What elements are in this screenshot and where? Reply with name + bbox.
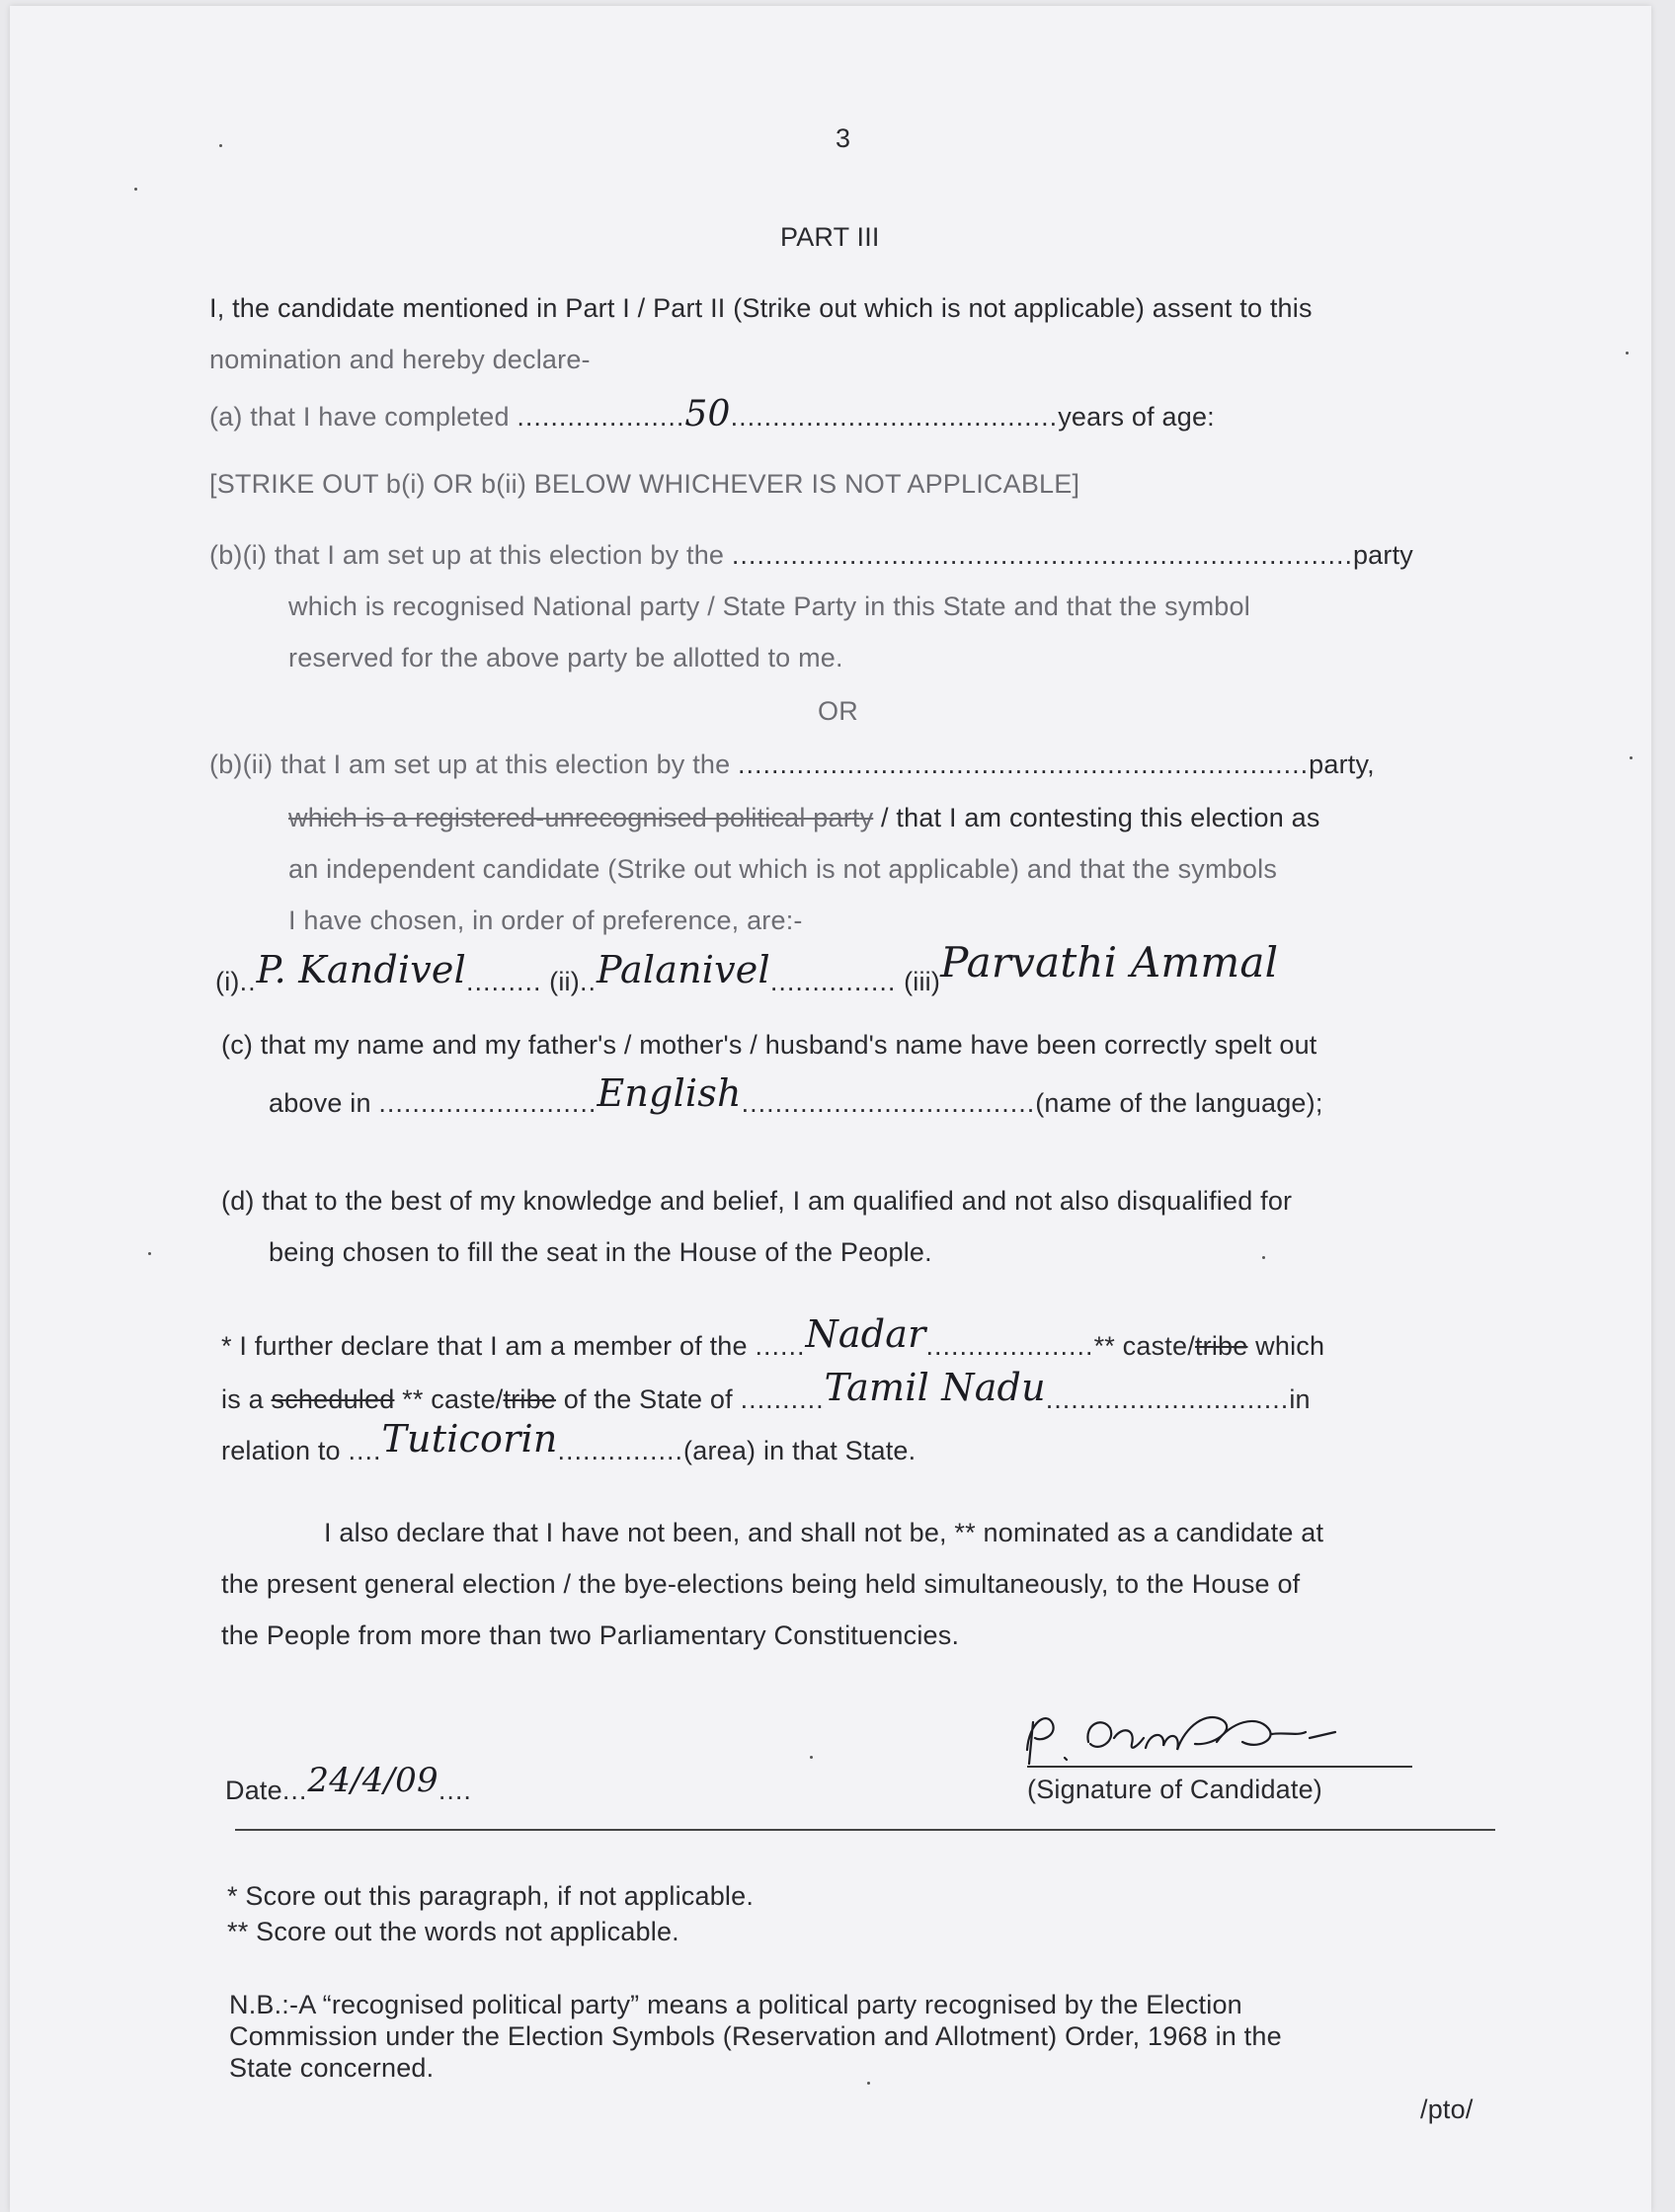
symbol-value-ii: Palanivel (596, 948, 770, 991)
declaration-line-3: the People from more than two Parliamentary Constituencies. (221, 1620, 960, 1650)
part-heading: PART III (780, 222, 880, 252)
language-value: English (597, 1071, 742, 1115)
b-ii-suffix: party, (1309, 750, 1375, 779)
caste-line-2-a: is a (221, 1384, 272, 1414)
scan-speck (134, 188, 137, 191)
b-i-line-3: reserved for the above party be allotted to me. (288, 643, 843, 672)
scan-speck (219, 144, 222, 147)
dotted-leader: ....................................... (730, 402, 1059, 432)
caste-line-3 (221, 1417, 917, 1466)
dotted-leader: ............................. (1045, 1384, 1290, 1414)
caste-line-2 (221, 1366, 1311, 1415)
dotted-leader: .................... (517, 402, 685, 432)
caste-line-2-suffix: in (1289, 1384, 1311, 1414)
caste-line-1-prefix: * I further declare that I am a member of the (221, 1331, 748, 1361)
nb-line-2: Commission under the Election Symbols (Reservation and Allotment) Order, 1968 in the (229, 2021, 1282, 2051)
symbol-value-iii: Parvathi Ammal (940, 938, 1279, 987)
b-i-suffix: party (1352, 540, 1413, 570)
b-i-prefix: (b)(i) that I am set up at this election by the (209, 540, 725, 570)
or-label: OR (818, 696, 858, 726)
caste-value: Nadar (805, 1312, 926, 1356)
symbol-label-i: (i) (215, 967, 240, 996)
c-line-1: (c) that my name and my father's / mother's / husband's name have been correctly spelt out (221, 1030, 1317, 1060)
b-ii-line-4: I have chosen, in order of preference, are:- (288, 906, 803, 935)
date-value: 24/4/09 (307, 1761, 439, 1800)
c-line-2-prefix: above in (269, 1088, 371, 1118)
nb-line-3: State concerned. (229, 2053, 435, 2083)
pto-label: /pto/ (1420, 2094, 1474, 2124)
c-line-2 (269, 1071, 1323, 1119)
c-line-2-suffix: (name of the language); (1035, 1088, 1323, 1118)
age-value: 50 (684, 394, 731, 434)
symbol-value-i: P. Kandivel (256, 948, 466, 991)
dotted-leader: .. (579, 967, 597, 996)
b-ii-line-2-rest: / that I am contesting this election as (873, 803, 1320, 832)
caste-line-3-prefix: relation to (221, 1436, 341, 1465)
symbol-label-ii: (ii) (549, 967, 580, 996)
intro-line-2: nomination and hereby declare- (209, 345, 591, 374)
caste-line-3-suffix: (area) in that State. (683, 1436, 917, 1465)
dotted-leader: ... (281, 1776, 308, 1805)
scan-speck (1262, 1256, 1265, 1259)
scan-speck (1626, 352, 1629, 355)
b-ii-struck-text: which is a registered-unrecognised political party (288, 803, 874, 832)
scan-speck (148, 1252, 151, 1255)
dotted-leader: ............... (769, 967, 897, 996)
caste-line-1-suffix-b: which (1247, 1331, 1325, 1361)
nb-line-1: N.B.:-A “recognised political party” means a political party recognised by the Election (229, 1990, 1242, 2019)
symbol-label-iii: (iii) (904, 967, 941, 996)
b-ii-line-2 (288, 802, 1320, 833)
scan-speck (867, 2082, 870, 2085)
section-divider (235, 1829, 1495, 1831)
signature-label: (Signature of Candidate) (1027, 1775, 1322, 1804)
caste-line-1 (221, 1312, 1325, 1362)
dotted-leader: .... (348, 1436, 382, 1465)
dotted-leader: .... (438, 1776, 472, 1805)
footnote-1: * Score out this paragraph, if not applicable. (227, 1881, 755, 1911)
strike-instruction: [STRIKE OUT b(i) OR b(ii) BELOW WHICHEVER IS NOT APPLICABLE] (209, 469, 1080, 499)
document-page (10, 6, 1651, 2212)
dotted-leader: .. (239, 967, 257, 996)
dotted-leader: .......................... (378, 1088, 598, 1118)
age-clause (209, 394, 1215, 434)
caste-line-1-suffix-a: ** caste/ (1093, 1331, 1195, 1361)
candidate-signature (1019, 1702, 1414, 1772)
footnote-2: ** Score out the words not applicable. (227, 1917, 679, 1946)
page-number: 3 (836, 123, 851, 153)
caste-line-2-c: of the State of (556, 1384, 733, 1414)
caste-line-1-struck: tribe (1194, 1331, 1248, 1361)
dotted-leader: ................................... (741, 1088, 1036, 1118)
declaration-line-1: I also declare that I have not been, and shall not be, ** nominated as a candidate at (324, 1518, 1324, 1547)
scan-speck (1630, 756, 1633, 759)
declaration-line-2: the present general election / the bye-elections being held simultaneously, to the House of (221, 1569, 1301, 1599)
caste-line-2-b: ** caste/ (394, 1384, 504, 1414)
dotted-leader: ...... (755, 1331, 806, 1361)
dotted-leader: ............... (557, 1436, 684, 1465)
b-i-line-1 (209, 539, 1413, 571)
signature-underline (1027, 1766, 1412, 1768)
caste-line-2-struck-1: scheduled (271, 1384, 395, 1414)
dotted-leader: ......... (465, 967, 542, 996)
intro-line-1: I, the candidate mentioned in Part I / Part II (Strike out which is not applicable) assent to this (209, 293, 1313, 323)
symbols-line (215, 938, 1279, 997)
age-clause-prefix: (a) that I have completed (209, 402, 510, 432)
d-line-1: (d) that to the best of my knowledge and belief, I am qualified and not also disqualified for (221, 1186, 1293, 1216)
caste-line-2-struck-2: tribe (503, 1384, 557, 1414)
date-line (225, 1761, 472, 1806)
scan-speck (810, 1756, 813, 1759)
area-value: Tuticorin (381, 1417, 558, 1461)
b-ii-prefix: (b)(ii) that I am set up at this election by the (209, 750, 731, 779)
state-value: Tamil Nadu (824, 1366, 1046, 1409)
dotted-leader: .................................................................... (738, 750, 1310, 779)
b-ii-line-1 (209, 749, 1375, 780)
d-line-2: being chosen to fill the seat in the House of the People. (269, 1237, 932, 1267)
age-clause-suffix: years of age: (1058, 402, 1215, 432)
dotted-leader: .......................................................................... (731, 540, 1353, 570)
dotted-leader: .......... (740, 1384, 825, 1414)
b-ii-line-3: an independent candidate (Strike out which is not applicable) and that the symbols (288, 854, 1278, 884)
b-i-line-2: which is recognised National party / State Party in this State and that the symbol (288, 592, 1250, 621)
dotted-leader: .................... (925, 1331, 1094, 1361)
date-label: Date (225, 1776, 282, 1805)
